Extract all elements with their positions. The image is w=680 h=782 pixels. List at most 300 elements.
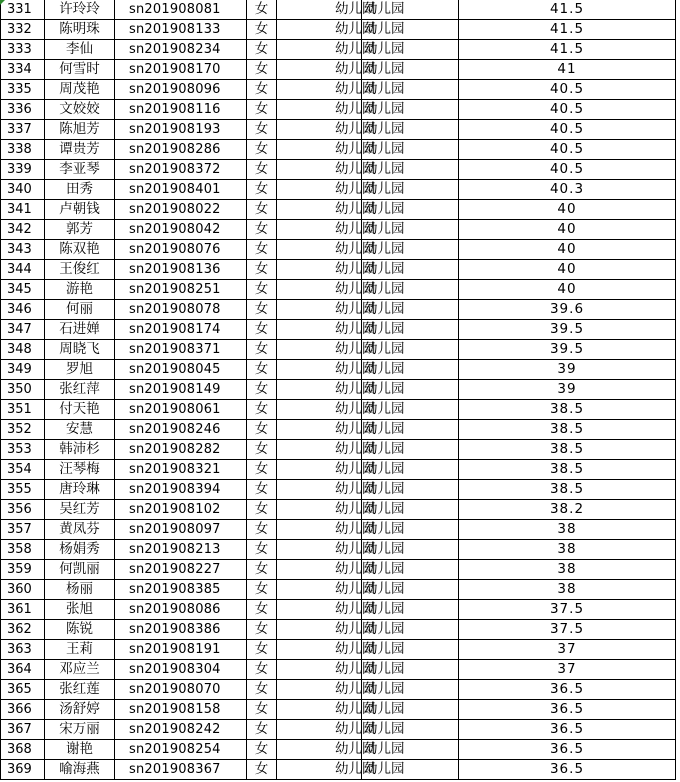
score-cell[interactable]: 40 — [459, 200, 676, 220]
table-row — [1, 640, 676, 660]
post-cell[interactable]: 幼儿园 — [362, 300, 459, 320]
post-cell[interactable]: 幼儿园 — [362, 640, 459, 660]
post-cell[interactable]: 幼儿园 — [362, 320, 459, 340]
category-cell[interactable]: 幼儿园 — [277, 200, 362, 220]
row-number[interactable]: 354 — [1, 460, 45, 480]
gender-cell[interactable]: 女 — [247, 180, 277, 200]
gender-cell[interactable]: 女 — [247, 500, 277, 520]
score-cell[interactable]: 40.5 — [459, 80, 676, 100]
candidate-name[interactable]: 许玲玲 — [45, 0, 115, 20]
gender-cell[interactable]: 女 — [247, 720, 277, 740]
category-cell[interactable]: 幼儿园 — [277, 260, 362, 280]
score-cell[interactable]: 37.5 — [459, 620, 676, 640]
row-number[interactable]: 364 — [1, 660, 45, 680]
post-cell[interactable]: 幼儿园 — [362, 220, 459, 240]
table-row — [1, 740, 676, 760]
gender-cell[interactable]: 女 — [247, 0, 277, 20]
category-cell[interactable]: 幼儿园 — [277, 340, 362, 360]
candidate-name[interactable]: 李亚琴 — [45, 160, 115, 180]
post-cell[interactable]: 幼儿园 — [362, 720, 459, 740]
row-number[interactable]: 343 — [1, 240, 45, 260]
score-cell[interactable]: 40 — [459, 280, 676, 300]
post-cell[interactable]: 幼儿园 — [362, 400, 459, 420]
candidate-id[interactable]: sn201908304 — [115, 660, 247, 680]
post-cell[interactable]: 幼儿园 — [362, 520, 459, 540]
post-cell[interactable]: 幼儿园 — [362, 580, 459, 600]
post-cell[interactable]: 幼儿园 — [362, 440, 459, 460]
gender-cell[interactable]: 女 — [247, 280, 277, 300]
row-number[interactable]: 344 — [1, 260, 45, 280]
table-row — [1, 500, 676, 520]
gender-cell[interactable]: 女 — [247, 380, 277, 400]
table-row — [1, 80, 676, 100]
gender-cell[interactable]: 女 — [247, 20, 277, 40]
category-cell[interactable]: 幼儿园 — [277, 180, 362, 200]
candidate-name[interactable]: 罗旭 — [45, 360, 115, 380]
category-cell[interactable]: 幼儿园 — [277, 0, 362, 20]
candidate-id[interactable]: sn201908193 — [115, 120, 247, 140]
row-number[interactable]: 338 — [1, 140, 45, 160]
post-cell[interactable]: 幼儿园 — [362, 0, 459, 20]
category-cell[interactable]: 幼儿园 — [277, 380, 362, 400]
row-number[interactable]: 369 — [1, 760, 45, 780]
category-cell[interactable]: 幼儿园 — [277, 220, 362, 240]
row-number[interactable]: 363 — [1, 640, 45, 660]
gender-cell[interactable]: 女 — [247, 680, 277, 700]
candidate-name[interactable]: 汤舒婷 — [45, 700, 115, 720]
candidate-name[interactable]: 陈明珠 — [45, 20, 115, 40]
post-cell[interactable]: 幼儿园 — [362, 280, 459, 300]
category-cell[interactable]: 幼儿园 — [277, 280, 362, 300]
category-cell[interactable]: 幼儿园 — [277, 20, 362, 40]
candidate-id[interactable]: sn201908254 — [115, 740, 247, 760]
post-cell[interactable]: 幼儿园 — [362, 380, 459, 400]
candidate-name[interactable]: 张旭 — [45, 600, 115, 620]
score-cell[interactable]: 40.5 — [459, 120, 676, 140]
table-row — [1, 340, 676, 360]
row-number[interactable]: 347 — [1, 320, 45, 340]
score-cell[interactable]: 36.5 — [459, 740, 676, 760]
candidate-id[interactable]: sn201908116 — [115, 100, 247, 120]
row-number[interactable]: 357 — [1, 520, 45, 540]
row-number[interactable]: 351 — [1, 400, 45, 420]
candidate-name[interactable]: 陈锐 — [45, 620, 115, 640]
candidate-name[interactable]: 张红莲 — [45, 680, 115, 700]
gender-cell[interactable]: 女 — [247, 440, 277, 460]
score-cell[interactable]: 38.5 — [459, 460, 676, 480]
category-cell[interactable]: 幼儿园 — [277, 680, 362, 700]
gender-cell[interactable]: 女 — [247, 260, 277, 280]
category-cell[interactable]: 幼儿园 — [277, 300, 362, 320]
candidate-name[interactable]: 郭芳 — [45, 220, 115, 240]
candidate-name[interactable]: 周晓飞 — [45, 340, 115, 360]
candidate-id[interactable]: sn201908234 — [115, 40, 247, 60]
post-cell[interactable]: 幼儿园 — [362, 480, 459, 500]
candidate-id[interactable]: sn201908149 — [115, 380, 247, 400]
gender-cell[interactable]: 女 — [247, 700, 277, 720]
row-number[interactable]: 345 — [1, 280, 45, 300]
candidate-name[interactable]: 付天艳 — [45, 400, 115, 420]
table-row — [1, 680, 676, 700]
row-number[interactable]: 366 — [1, 700, 45, 720]
score-cell[interactable]: 41.5 — [459, 0, 676, 20]
category-cell[interactable]: 幼儿园 — [277, 240, 362, 260]
gender-cell[interactable]: 女 — [247, 520, 277, 540]
candidate-name[interactable]: 吴红芳 — [45, 500, 115, 520]
gender-cell[interactable]: 女 — [247, 480, 277, 500]
row-number[interactable]: 331 — [1, 0, 45, 20]
score-cell[interactable]: 38.5 — [459, 420, 676, 440]
candidate-name[interactable]: 王莉 — [45, 640, 115, 660]
table-row — [1, 720, 676, 740]
category-cell[interactable]: 幼儿园 — [277, 60, 362, 80]
category-cell[interactable]: 幼儿园 — [277, 560, 362, 580]
post-cell[interactable]: 幼儿园 — [362, 60, 459, 80]
candidate-id[interactable]: sn201908251 — [115, 280, 247, 300]
gender-cell[interactable]: 女 — [247, 80, 277, 100]
score-cell[interactable]: 36.5 — [459, 720, 676, 740]
category-cell[interactable]: 幼儿园 — [277, 480, 362, 500]
table-row — [1, 260, 676, 280]
table-row — [1, 660, 676, 680]
candidate-name[interactable]: 安慧 — [45, 420, 115, 440]
post-cell[interactable]: 幼儿园 — [362, 660, 459, 680]
post-cell[interactable]: 幼儿园 — [362, 740, 459, 760]
gender-cell[interactable]: 女 — [247, 100, 277, 120]
candidate-id[interactable]: sn201908401 — [115, 180, 247, 200]
row-number[interactable]: 340 — [1, 180, 45, 200]
category-cell[interactable]: 幼儿园 — [277, 100, 362, 120]
candidate-id[interactable]: sn201908282 — [115, 440, 247, 460]
gender-cell[interactable]: 女 — [247, 340, 277, 360]
score-cell[interactable]: 41 — [459, 60, 676, 80]
post-cell[interactable]: 幼儿园 — [362, 620, 459, 640]
candidate-id[interactable]: sn201908042 — [115, 220, 247, 240]
score-cell[interactable]: 36.5 — [459, 680, 676, 700]
gender-cell[interactable]: 女 — [247, 320, 277, 340]
category-cell[interactable]: 幼儿园 — [277, 760, 362, 780]
score-cell[interactable]: 40.5 — [459, 100, 676, 120]
cell-marker-icon — [0, 0, 6, 5]
candidate-name[interactable]: 宋万丽 — [45, 720, 115, 740]
candidate-name[interactable]: 王俊红 — [45, 260, 115, 280]
candidate-id[interactable]: sn201908386 — [115, 620, 247, 640]
candidate-id[interactable]: sn201908133 — [115, 20, 247, 40]
row-number[interactable]: 361 — [1, 600, 45, 620]
row-number[interactable]: 356 — [1, 500, 45, 520]
table-row — [1, 460, 676, 480]
row-number[interactable]: 335 — [1, 80, 45, 100]
post-cell[interactable]: 幼儿园 — [362, 40, 459, 60]
candidate-name[interactable]: 谢艳 — [45, 740, 115, 760]
category-cell[interactable]: 幼儿园 — [277, 140, 362, 160]
candidate-id[interactable]: sn201908076 — [115, 240, 247, 260]
row-number[interactable]: 355 — [1, 480, 45, 500]
score-cell[interactable]: 41.5 — [459, 20, 676, 40]
table-row — [1, 380, 676, 400]
candidate-id[interactable]: sn201908078 — [115, 300, 247, 320]
score-cell[interactable]: 40 — [459, 260, 676, 280]
gender-cell[interactable]: 女 — [247, 420, 277, 440]
row-number[interactable]: 358 — [1, 540, 45, 560]
gender-cell[interactable]: 女 — [247, 540, 277, 560]
score-cell[interactable]: 39 — [459, 380, 676, 400]
category-cell[interactable]: 幼儿园 — [277, 360, 362, 380]
row-number[interactable]: 334 — [1, 60, 45, 80]
gender-cell[interactable]: 女 — [247, 120, 277, 140]
post-cell[interactable]: 幼儿园 — [362, 600, 459, 620]
score-cell[interactable]: 40.5 — [459, 160, 676, 180]
candidate-name[interactable]: 石进婵 — [45, 320, 115, 340]
table-row — [1, 320, 676, 340]
table-row — [1, 420, 676, 440]
category-cell[interactable]: 幼儿园 — [277, 80, 362, 100]
row-number[interactable]: 342 — [1, 220, 45, 240]
post-cell[interactable]: 幼儿园 — [362, 240, 459, 260]
score-cell[interactable]: 38.2 — [459, 500, 676, 520]
candidate-id[interactable]: sn201908242 — [115, 720, 247, 740]
table-row — [1, 520, 676, 540]
gender-cell[interactable]: 女 — [247, 140, 277, 160]
gender-cell[interactable]: 女 — [247, 600, 277, 620]
score-cell[interactable]: 38.5 — [459, 480, 676, 500]
table-row — [1, 360, 676, 380]
category-cell[interactable]: 幼儿园 — [277, 400, 362, 420]
table-row — [1, 600, 676, 620]
gender-cell[interactable]: 女 — [247, 40, 277, 60]
gender-cell[interactable]: 女 — [247, 740, 277, 760]
row-number[interactable]: 336 — [1, 100, 45, 120]
row-number[interactable]: 339 — [1, 160, 45, 180]
candidate-name[interactable]: 游艳 — [45, 280, 115, 300]
post-cell[interactable]: 幼儿园 — [362, 460, 459, 480]
post-cell[interactable]: 幼儿园 — [362, 260, 459, 280]
candidate-id[interactable]: sn201908045 — [115, 360, 247, 380]
gender-cell[interactable]: 女 — [247, 660, 277, 680]
candidate-id[interactable]: sn201908097 — [115, 520, 247, 540]
score-cell[interactable]: 39.5 — [459, 340, 676, 360]
row-number[interactable]: 367 — [1, 720, 45, 740]
row-number[interactable]: 360 — [1, 580, 45, 600]
table-row — [1, 20, 676, 40]
gender-cell[interactable]: 女 — [247, 240, 277, 260]
candidate-name[interactable]: 汪琴梅 — [45, 460, 115, 480]
candidate-name[interactable]: 杨丽 — [45, 580, 115, 600]
candidate-id[interactable]: sn201908102 — [115, 500, 247, 520]
post-cell[interactable]: 幼儿园 — [362, 560, 459, 580]
score-cell[interactable]: 37 — [459, 640, 676, 660]
candidate-name[interactable]: 张红萍 — [45, 380, 115, 400]
row-number[interactable]: 349 — [1, 360, 45, 380]
score-cell[interactable]: 39 — [459, 360, 676, 380]
candidate-id[interactable]: sn201908086 — [115, 600, 247, 620]
category-cell[interactable]: 幼儿园 — [277, 420, 362, 440]
score-cell[interactable]: 39.5 — [459, 320, 676, 340]
candidate-name[interactable]: 邓应兰 — [45, 660, 115, 680]
gender-cell[interactable]: 女 — [247, 360, 277, 380]
category-cell[interactable]: 幼儿园 — [277, 500, 362, 520]
row-number[interactable]: 346 — [1, 300, 45, 320]
score-cell[interactable]: 39.6 — [459, 300, 676, 320]
candidate-name[interactable]: 周茂艳 — [45, 80, 115, 100]
score-cell[interactable]: 40 — [459, 240, 676, 260]
category-cell[interactable]: 幼儿园 — [277, 700, 362, 720]
category-cell[interactable]: 幼儿园 — [277, 660, 362, 680]
candidate-id[interactable]: sn201908227 — [115, 560, 247, 580]
post-cell[interactable]: 幼儿园 — [362, 500, 459, 520]
gender-cell[interactable]: 女 — [247, 300, 277, 320]
gender-cell[interactable]: 女 — [247, 620, 277, 640]
table-row — [1, 160, 676, 180]
candidate-name[interactable]: 杨娟秀 — [45, 540, 115, 560]
gender-cell[interactable]: 女 — [247, 200, 277, 220]
score-cell[interactable]: 40.5 — [459, 140, 676, 160]
category-cell[interactable]: 幼儿园 — [277, 600, 362, 620]
post-cell[interactable]: 幼儿园 — [362, 120, 459, 140]
candidate-id[interactable]: sn201908158 — [115, 700, 247, 720]
candidate-name[interactable]: 喻海燕 — [45, 760, 115, 780]
candidate-name[interactable]: 韩沛杉 — [45, 440, 115, 460]
candidate-name[interactable]: 陈旭芳 — [45, 120, 115, 140]
score-cell[interactable]: 41.5 — [459, 40, 676, 60]
score-cell[interactable]: 36.5 — [459, 760, 676, 780]
post-cell[interactable]: 幼儿园 — [362, 80, 459, 100]
candidate-name[interactable]: 谭贵芳 — [45, 140, 115, 160]
candidate-id[interactable]: sn201908174 — [115, 320, 247, 340]
gender-cell[interactable]: 女 — [247, 640, 277, 660]
post-cell[interactable]: 幼儿园 — [362, 20, 459, 40]
candidate-name[interactable]: 文姣姣 — [45, 100, 115, 120]
category-cell[interactable]: 幼儿园 — [277, 320, 362, 340]
candidate-id[interactable]: sn201908136 — [115, 260, 247, 280]
candidate-id[interactable]: sn201908385 — [115, 580, 247, 600]
post-cell[interactable]: 幼儿园 — [362, 160, 459, 180]
score-cell[interactable]: 38.5 — [459, 440, 676, 460]
post-cell[interactable]: 幼儿园 — [362, 420, 459, 440]
category-cell[interactable]: 幼儿园 — [277, 640, 362, 660]
candidate-id[interactable]: sn201908081 — [115, 0, 247, 20]
score-cell[interactable]: 38.5 — [459, 400, 676, 420]
score-cell[interactable]: 37.5 — [459, 600, 676, 620]
row-number[interactable]: 365 — [1, 680, 45, 700]
candidate-name[interactable]: 田秀 — [45, 180, 115, 200]
category-cell[interactable]: 幼儿园 — [277, 440, 362, 460]
category-cell[interactable]: 幼儿园 — [277, 620, 362, 640]
row-number[interactable]: 362 — [1, 620, 45, 640]
row-number[interactable]: 368 — [1, 740, 45, 760]
table-row — [1, 620, 676, 640]
candidate-id[interactable]: sn201908372 — [115, 160, 247, 180]
post-cell[interactable]: 幼儿园 — [362, 680, 459, 700]
row-number[interactable]: 333 — [1, 40, 45, 60]
row-number[interactable]: 353 — [1, 440, 45, 460]
category-cell[interactable]: 幼儿园 — [277, 520, 362, 540]
table-row — [1, 580, 676, 600]
score-cell[interactable]: 40.3 — [459, 180, 676, 200]
row-number[interactable]: 332 — [1, 20, 45, 40]
table-row — [1, 60, 676, 80]
score-cell[interactable]: 38 — [459, 520, 676, 540]
post-cell[interactable]: 幼儿园 — [362, 200, 459, 220]
gender-cell[interactable]: 女 — [247, 160, 277, 180]
category-cell[interactable]: 幼儿园 — [277, 120, 362, 140]
gender-cell[interactable]: 女 — [247, 400, 277, 420]
row-number[interactable]: 359 — [1, 560, 45, 580]
candidate-id[interactable]: sn201908321 — [115, 460, 247, 480]
category-cell[interactable]: 幼儿园 — [277, 720, 362, 740]
table-row — [1, 700, 676, 720]
category-cell[interactable]: 幼儿园 — [277, 160, 362, 180]
gender-cell[interactable]: 女 — [247, 560, 277, 580]
candidate-id[interactable]: sn201908286 — [115, 140, 247, 160]
gender-cell[interactable]: 女 — [247, 60, 277, 80]
row-number[interactable]: 341 — [1, 200, 45, 220]
candidate-name[interactable]: 唐玲琳 — [45, 480, 115, 500]
post-cell[interactable]: 幼儿园 — [362, 360, 459, 380]
gender-cell[interactable]: 女 — [247, 460, 277, 480]
candidate-name[interactable]: 卢朝钱 — [45, 200, 115, 220]
candidate-id[interactable]: sn201908070 — [115, 680, 247, 700]
gender-cell[interactable]: 女 — [247, 760, 277, 780]
score-cell[interactable]: 37 — [459, 660, 676, 680]
score-cell[interactable]: 40 — [459, 220, 676, 240]
candidate-id[interactable]: sn201908061 — [115, 400, 247, 420]
post-cell[interactable]: 幼儿园 — [362, 540, 459, 560]
candidate-id[interactable]: sn201908367 — [115, 760, 247, 780]
score-cell[interactable]: 38 — [459, 540, 676, 560]
candidate-name[interactable]: 何凯丽 — [45, 560, 115, 580]
category-cell[interactable]: 幼儿园 — [277, 580, 362, 600]
candidate-name[interactable]: 陈双艳 — [45, 240, 115, 260]
candidate-id[interactable]: sn201908371 — [115, 340, 247, 360]
post-cell[interactable]: 幼儿园 — [362, 700, 459, 720]
gender-cell[interactable]: 女 — [247, 220, 277, 240]
post-cell[interactable]: 幼儿园 — [362, 100, 459, 120]
score-cell[interactable]: 36.5 — [459, 700, 676, 720]
score-cell[interactable]: 38 — [459, 580, 676, 600]
candidate-name[interactable]: 李仙 — [45, 40, 115, 60]
candidate-id[interactable]: sn201908191 — [115, 640, 247, 660]
table-row — [1, 440, 676, 460]
row-number[interactable]: 337 — [1, 120, 45, 140]
category-cell[interactable]: 幼儿园 — [277, 40, 362, 60]
candidate-id[interactable]: sn201908394 — [115, 480, 247, 500]
candidate-id[interactable]: sn201908213 — [115, 540, 247, 560]
post-cell[interactable]: 幼儿园 — [362, 180, 459, 200]
candidate-id[interactable]: sn201908170 — [115, 60, 247, 80]
table-row — [1, 280, 676, 300]
post-cell[interactable]: 幼儿园 — [362, 760, 459, 780]
category-cell[interactable]: 幼儿园 — [277, 540, 362, 560]
row-number[interactable]: 348 — [1, 340, 45, 360]
candidate-name[interactable]: 黄凤芬 — [45, 520, 115, 540]
row-number[interactable]: 352 — [1, 420, 45, 440]
table-row — [1, 40, 676, 60]
candidate-id[interactable]: sn201908022 — [115, 200, 247, 220]
row-number[interactable]: 350 — [1, 380, 45, 400]
table-row — [1, 300, 676, 320]
category-cell[interactable]: 幼儿园 — [277, 460, 362, 480]
candidate-name[interactable]: 何丽 — [45, 300, 115, 320]
gender-cell[interactable]: 女 — [247, 580, 277, 600]
candidate-name[interactable]: 何雪时 — [45, 60, 115, 80]
score-cell[interactable]: 38 — [459, 560, 676, 580]
candidate-id[interactable]: sn201908246 — [115, 420, 247, 440]
post-cell[interactable]: 幼儿园 — [362, 140, 459, 160]
post-cell[interactable]: 幼儿园 — [362, 340, 459, 360]
category-cell[interactable]: 幼儿园 — [277, 740, 362, 760]
candidate-id[interactable]: sn201908096 — [115, 80, 247, 100]
